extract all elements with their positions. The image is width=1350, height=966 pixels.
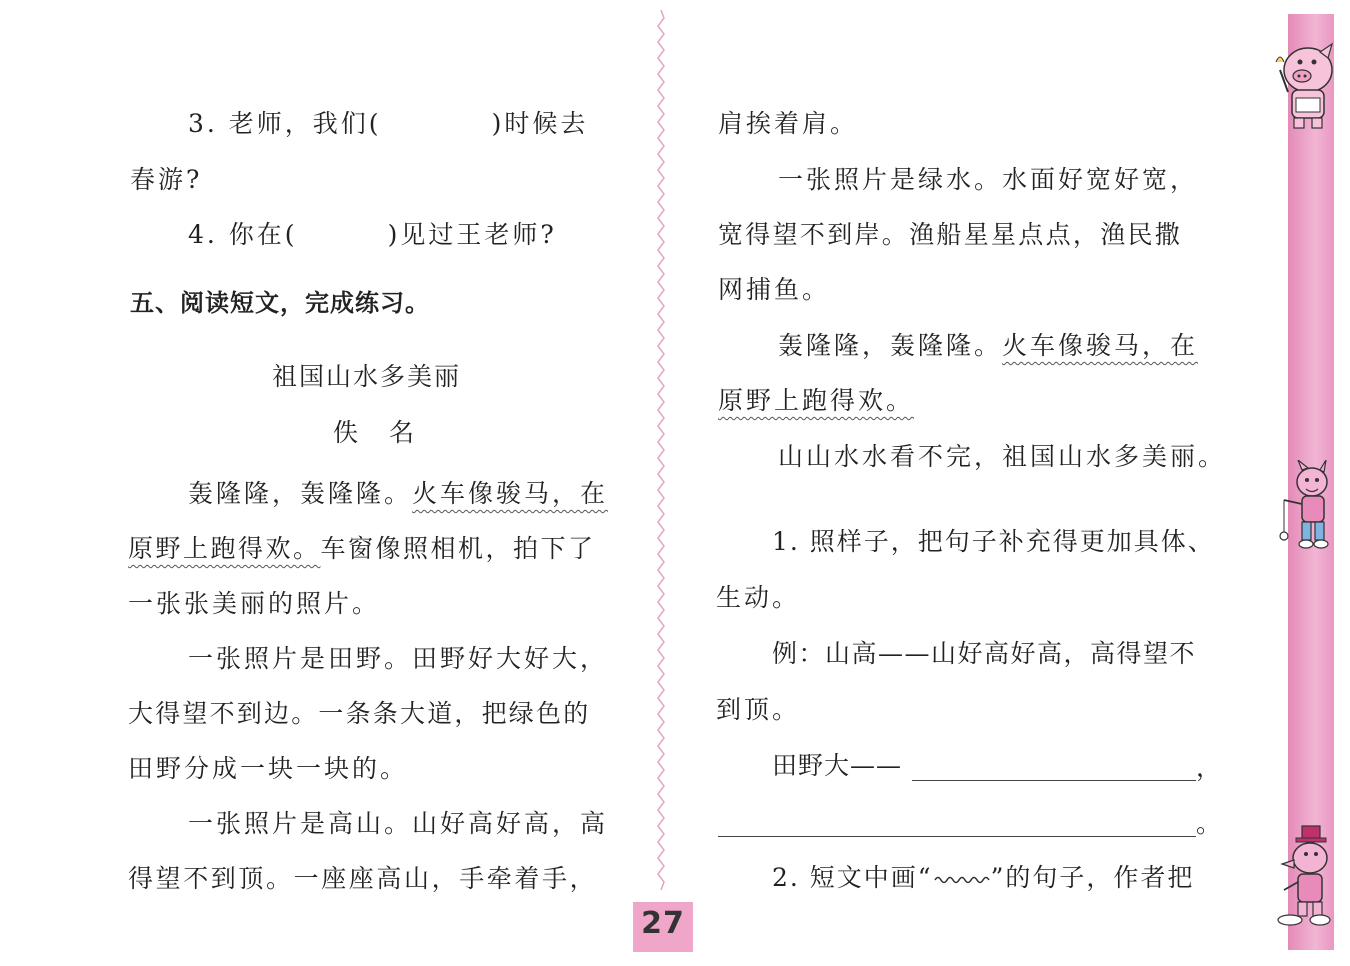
section-heading: 五、阅读短文，完成练习。 <box>130 289 430 317</box>
para2-line2: 大得望不到边。一条条大道，把绿色的 <box>128 699 591 728</box>
question-4: 4. 你在( )见过王老师? <box>188 220 557 249</box>
para5-line1: 轰隆隆，轰隆隆。火车像骏马，在 <box>778 331 1199 360</box>
fox-yoyo-mascot-icon <box>1274 460 1338 552</box>
wavy-sentence-repeat-part2: 原野上跑得欢。 <box>718 386 915 415</box>
answer-blank-1[interactable] <box>912 758 1196 781</box>
fill-period: 。 <box>1196 809 1225 838</box>
exercise-2-line1: 2. 短文中画“ ”的句子，作者把 <box>772 863 1195 892</box>
para4-line1: 一张照片是绿水。水面好宽好宽， <box>778 165 1199 194</box>
para2-line1: 一张照片是田野。田野好大好大， <box>188 644 609 673</box>
fox-hat-mascot-icon <box>1268 824 1340 928</box>
example-line2: 到顶。 <box>716 695 801 724</box>
question-3-line1: 3. 老师，我们( )时候去 <box>188 109 589 138</box>
exercise-1-line2: 生动。 <box>716 583 801 612</box>
right-line-1: 肩挨着肩。 <box>718 109 859 138</box>
pig-mascot-icon <box>1262 40 1342 132</box>
fill-comma: ， <box>1196 753 1225 782</box>
para1-line3: 一张张美丽的照片。 <box>128 589 381 618</box>
right-page <box>666 0 1286 966</box>
wavy-sentence-part1: 火车像骏马，在 <box>412 479 609 508</box>
wavy-sentence-repeat-part1: 火车像骏马，在 <box>1002 331 1199 360</box>
answer-blank-2[interactable] <box>718 814 1196 837</box>
page-number: 27 <box>641 906 685 941</box>
wavy-line-icon <box>933 873 991 887</box>
left-page <box>0 0 660 966</box>
para3-line2: 得望不到顶。一座座高山，手牵着手， <box>128 864 598 893</box>
story-title: 祖国山水多美丽 <box>272 362 462 391</box>
exercise-1-line1: 1. 照样子，把句子补充得更加具体、 <box>772 527 1215 556</box>
question-3-line2: 春游? <box>130 165 203 194</box>
fill-row-1: 田野大—— <box>772 751 903 780</box>
story-author: 佚 名 <box>333 418 418 447</box>
para1-line1: 轰隆隆，轰隆隆。火车像骏马，在 <box>188 479 609 508</box>
example-line1: 例：山高——山好高好高，高得望不 <box>772 639 1197 668</box>
para4-line2: 宽得望不到岸。渔船星星点点，渔民撒 <box>718 220 1183 249</box>
wavy-sentence-part2: 原野上跑得欢。 <box>128 534 321 563</box>
para6: 山山水水看不完，祖国山水多美丽。 <box>778 442 1227 471</box>
para5-line2 <box>718 385 914 417</box>
para1-line2: 原野上跑得欢。车窗像照相机，拍下了 <box>128 534 596 563</box>
para3-line1: 一张照片是高山。山好高好高，高 <box>188 809 609 838</box>
para2-line3: 田野分成一块一块的。 <box>128 754 409 783</box>
para4-line3: 网捕鱼。 <box>718 275 831 304</box>
